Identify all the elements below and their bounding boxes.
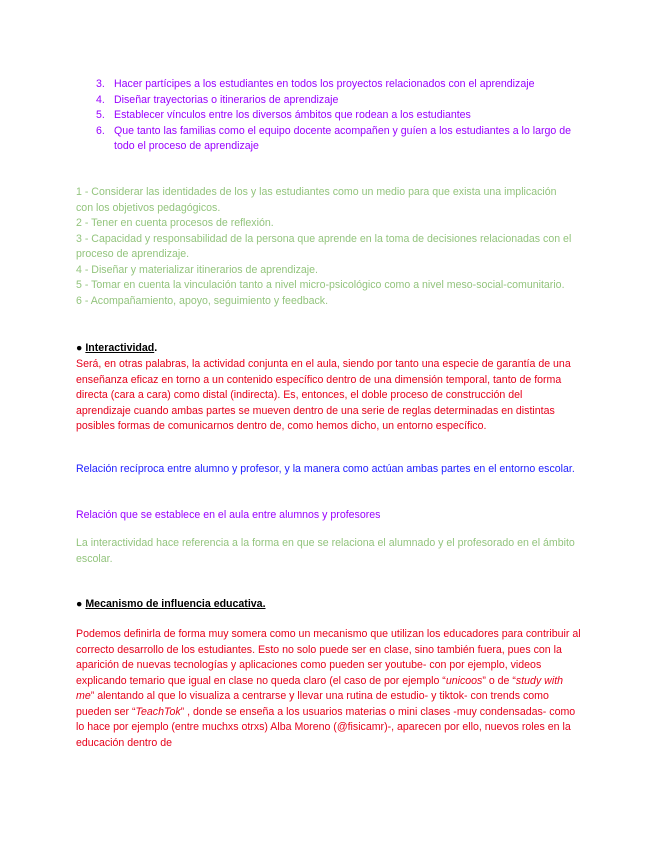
list-number: 5. bbox=[96, 109, 105, 121]
list-number: 6. bbox=[96, 124, 105, 137]
list-item-text: Diseñar trayectorias o itinerarios de aprendizaje bbox=[114, 93, 339, 106]
green-list-item: 1 - Considerar las identidades de los y las estudiantes como un medio para que exista una implicación con los objetivos pedagógicos. bbox=[76, 186, 557, 214]
interactividad-green-paragraph: La interactividad hace referencia a la forma en que se relaciona el alumnado y el profesorado en el ámbito escolar. bbox=[76, 537, 575, 565]
numbered-list bbox=[76, 77, 581, 155]
green-list-item: 4 - Diseñar y materializar itinerarios de aprendizaje. bbox=[76, 263, 318, 276]
list-number: 3. bbox=[96, 78, 105, 90]
heading-text: Mecanismo de influencia educativa. bbox=[85, 598, 266, 610]
bullet-icon: ● bbox=[76, 342, 83, 354]
list-number: 4. bbox=[96, 93, 105, 106]
paragraph-text: Podemos definirla de forma muy somera como un mecanismo que utilizan los educadores para contribuir al correcto desarrollo de los estudiantes. Esto no solo puede ser en clase, sino también fuera, pues con la aparición de nuevas tecnologías y aplicaciones como pueden ser youtube- con por ejemplo, videos explicando temario que igual en clase no queda claro (el caso de por ejemplo “ bbox=[76, 628, 581, 687]
interactividad-heading bbox=[76, 341, 576, 357]
green-list-item: 3 - Capacidad y responsabilidad de la persona que aprende en la toma de decisiones relacionadas con el proceso de aprendizaje. bbox=[76, 232, 572, 260]
interactividad-purple-paragraph: Relación que se establece en el aula entre alumnos y profesores bbox=[76, 509, 381, 521]
list-item bbox=[76, 108, 581, 124]
paragraph-text: ” alentando al que lo visualiza a centrarse y llevar una rutina de estudio- y tiktok- con trends como pueden ser “ bbox=[76, 690, 549, 718]
mecanismo-red-paragraph bbox=[76, 627, 581, 751]
paragraph-text: ” , donde se enseña a los usuarios materias o mini clases -muy condensadas- como lo hace por ejemplo (entre muchxs otrxs) Alba Moreno (@fisicamr)-, aparecen por ello, nuevos roles en la educación dentro de bbox=[76, 705, 576, 749]
list-item bbox=[76, 77, 581, 93]
italic-term: TeachTok bbox=[135, 705, 181, 718]
interactividad-red-paragraph: Será, en otras palabras, la actividad conjunta en el aula, siendo por tanto una especie de garantía de una enseñanza eficaz en torno a un contenido específico dentro de una dimensión temporal, tanto de forma directa (cara a cara) como distal (indirecta). Es, entonces, el doble proceso de construcción del aprendizaje cuando ambas partes se mueven dentro de una serie de reglas determinadas en distintas posibles formas de comunicarnos dentro de, como hemos dicho, un entorno específico. bbox=[76, 358, 571, 432]
italic-term: unicoos bbox=[445, 674, 483, 687]
heading-text: Interactividad bbox=[85, 342, 155, 354]
green-list-item: 2 - Tener en cuenta procesos de reflexión. bbox=[76, 217, 274, 229]
mecanismo-heading bbox=[76, 597, 576, 613]
interactividad-blue-paragraph: Relación recíproca entre alumno y profesor, y la manera como actúan ambas partes en el entorno escolar. bbox=[76, 463, 575, 475]
list-item bbox=[76, 93, 581, 109]
green-summary-list bbox=[76, 185, 576, 309]
heading-punctuation: . bbox=[154, 342, 158, 354]
bullet-icon: ● bbox=[76, 598, 83, 610]
list-item bbox=[76, 124, 581, 155]
list-item-text: Hacer partícipes a los estudiantes en todos los proyectos relacionados con el aprendizaje bbox=[114, 78, 535, 90]
italic-term: study with me bbox=[76, 674, 564, 702]
green-list-item: 6 - Acompañamiento, apoyo, seguimiento y feedback. bbox=[76, 294, 329, 307]
list-item-text: Establecer vínculos entre los diversos ámbitos que rodean a los estudiantes bbox=[114, 109, 471, 121]
green-list-item: 5 - Tomar en cuenta la vinculación tanto a nivel micro-psicológico como a nivel meso-social-comunitario. bbox=[76, 279, 565, 291]
paragraph-text: ” o de “ bbox=[482, 674, 516, 687]
list-item-text: Que tanto las familias como el equipo docente acompañen y guíen a los estudiantes a lo largo de todo el proceso de aprendizaje bbox=[114, 124, 572, 152]
